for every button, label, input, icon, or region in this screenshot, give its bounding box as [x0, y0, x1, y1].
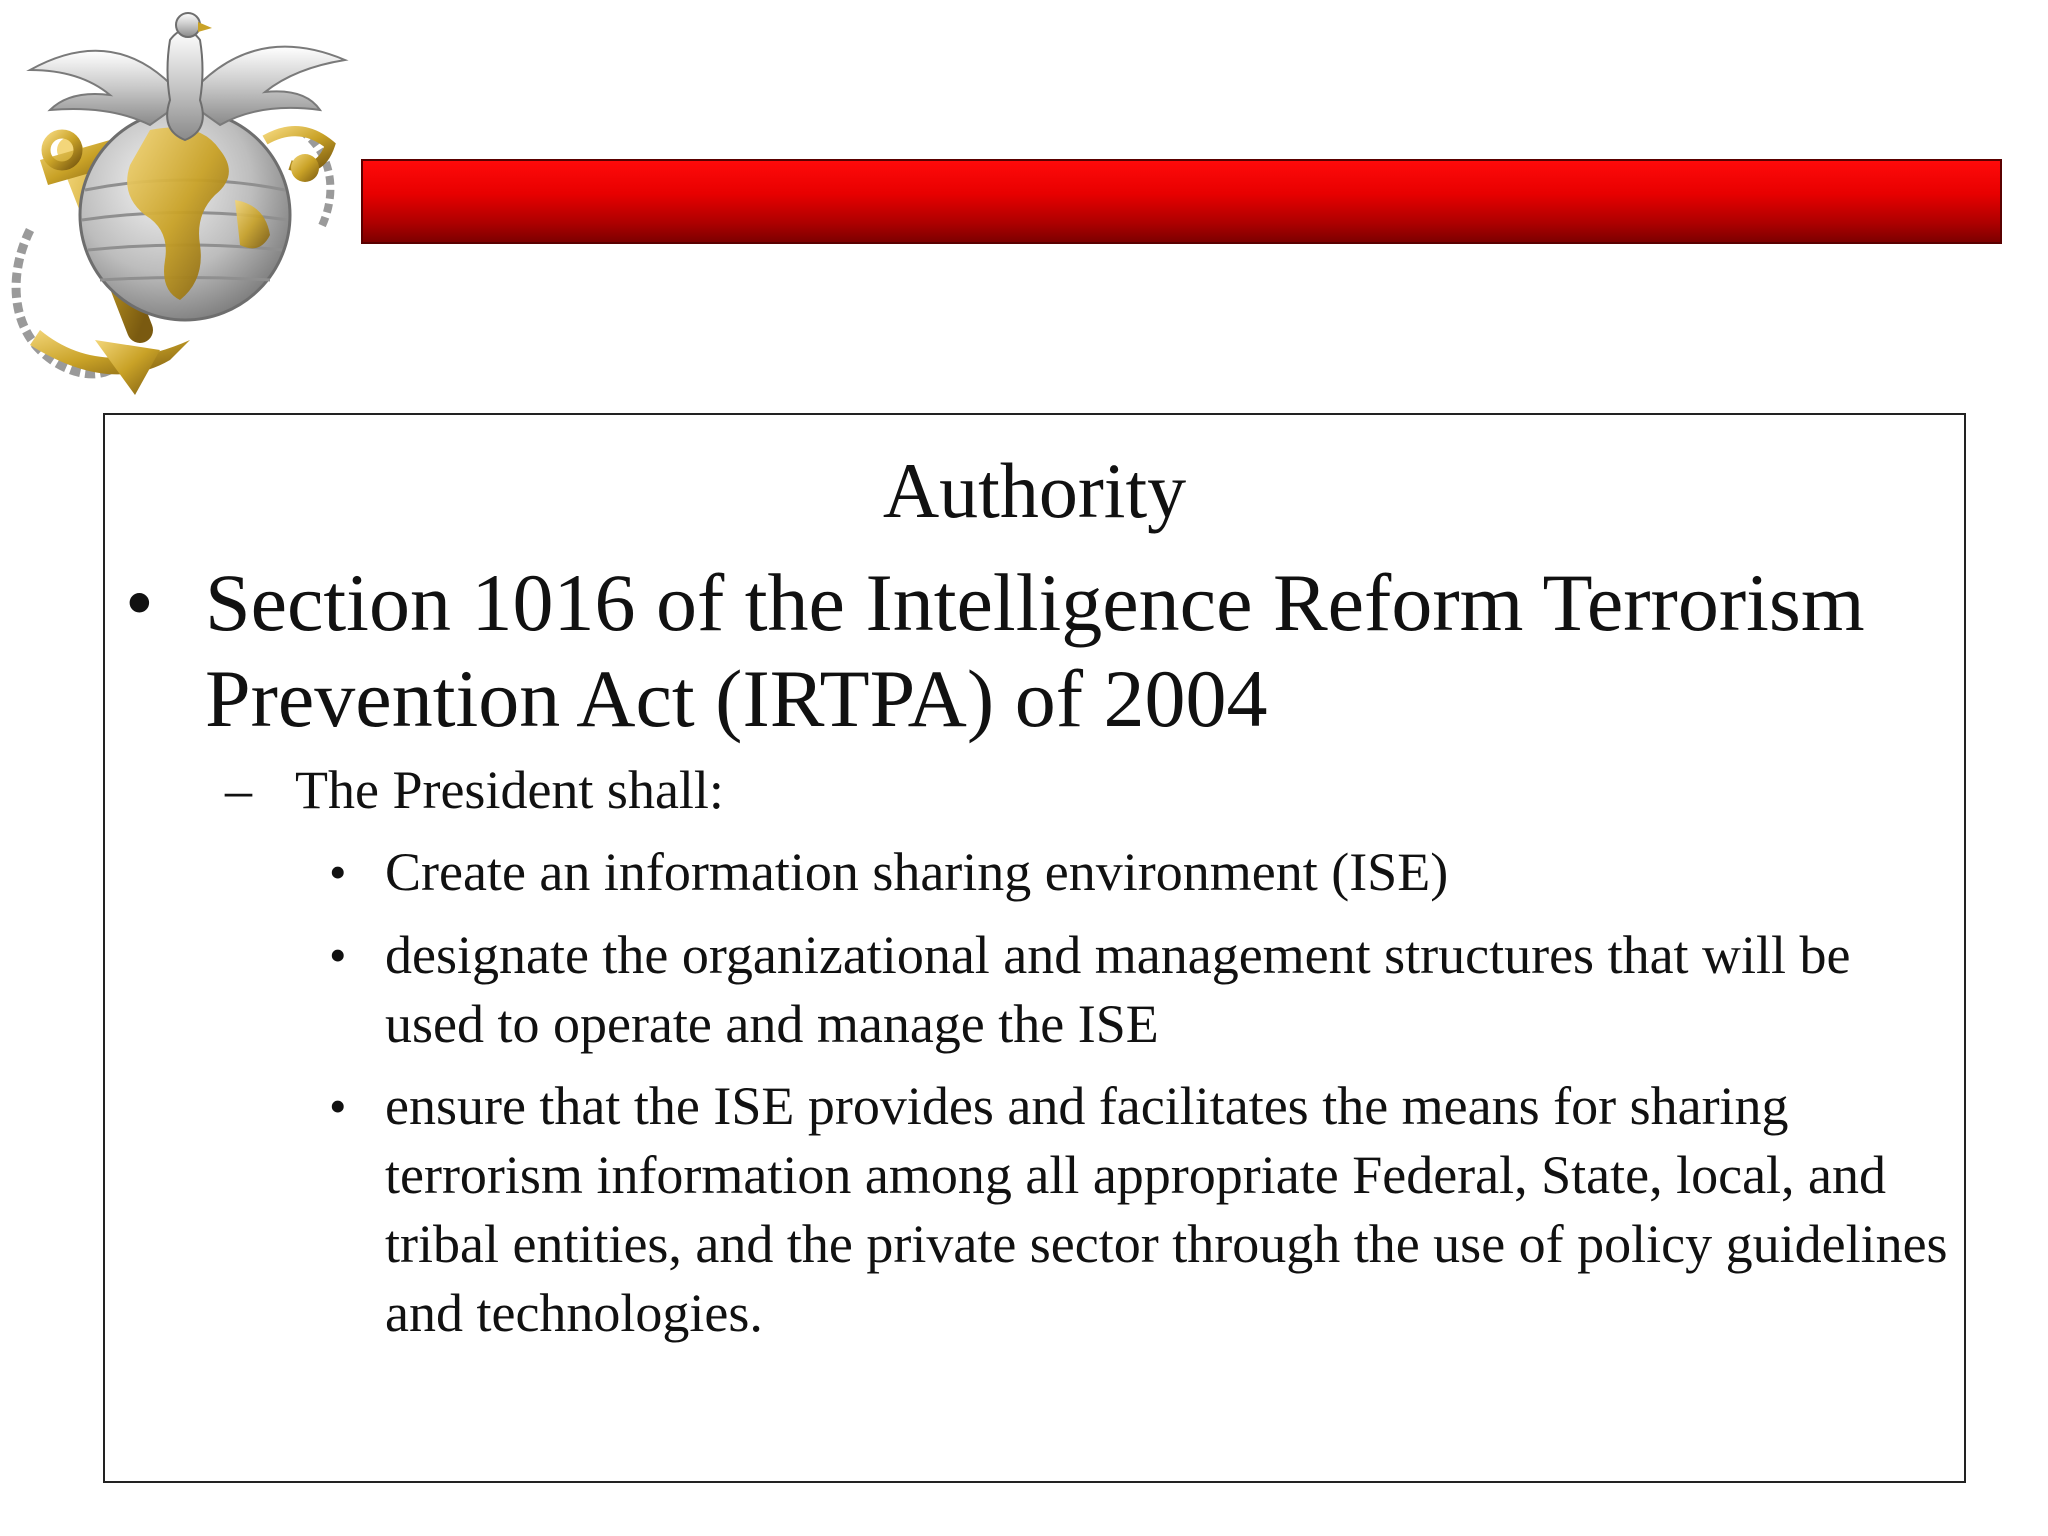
- sub-sub-bullet-item: [329, 838, 1949, 907]
- eagle-globe-anchor-emblem-icon: [0, 0, 360, 400]
- sub-sub-bullet-text: ensure that the ISE provides and facilitates the means for sharing terrorism information among all appropriate Federal, State, local, and tribal entities, and the private sector through the use of policy guidelines and technologies.: [385, 1076, 1948, 1343]
- bullet-marker: •: [125, 557, 154, 648]
- sub-sub-bullet-item: [329, 1072, 1949, 1348]
- sub-bullet-text: The President shall:: [295, 760, 724, 820]
- bullet-marker: •: [329, 927, 347, 983]
- sub-sub-bullet-item: [329, 921, 1949, 1059]
- sub-bullet-item: [225, 757, 1925, 823]
- dash-marker: –: [225, 760, 252, 820]
- sub-sub-bullet-text: designate the organizational and management structures that will be used to operate and manage the ISE: [385, 925, 1851, 1054]
- header-banner: [361, 159, 2002, 244]
- content-box: [103, 413, 1966, 1483]
- slide-title: Authority: [882, 447, 1187, 534]
- bullet-item: [125, 555, 1925, 747]
- bullet-marker: •: [329, 1078, 347, 1134]
- bullet-marker: •: [329, 844, 347, 900]
- sub-sub-bullet-text: Create an information sharing environment (ISE): [385, 842, 1449, 902]
- bullet-text: Section 1016 of the Intelligence Reform Terrorism Prevention Act (IRTPA) of 2004: [205, 557, 1865, 744]
